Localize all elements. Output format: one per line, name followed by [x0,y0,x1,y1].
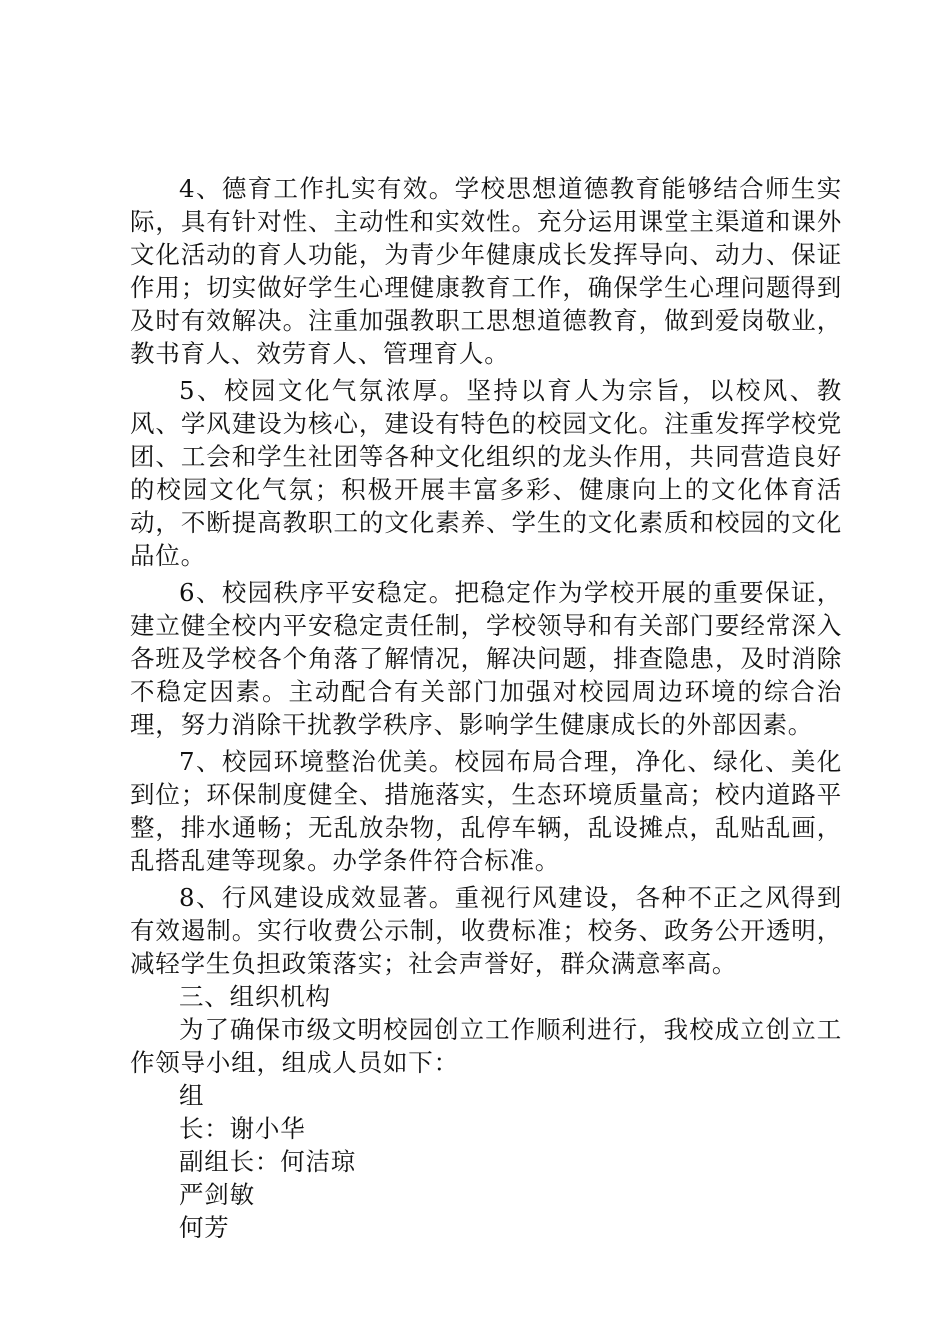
member-line-2: 长：谢小华 [179,1114,306,1143]
paragraph-moral-education: 4、德育工作扎实有效。学校思想道德教育能够结合师生实际，具有针对性、主动性和实效性。充分运用课堂主渠道和课外文化活动的育人功能，为青少年健康成长发挥导向、动力、保证作用；切实做好学生心理健康教育工作，确保学生心理问题得到及时有效解决。注重加强教职工思想道德教育，做到爱岗敬业，教书育人、效劳育人、管理育人。 [130,174,842,368]
member-line-5: 何芳 [179,1213,230,1242]
paragraph-campus-order: 6、校园秩序平安稳定。把稳定作为学校开展的重要保证，建立健全校内平安稳定责任制，学校领导和有关部门要经常深入各班及学校各个角落了解情况，解决问题，排查隐患，及时消除不稳定因素。主动配合有关部门加强对校园周边环境的综合治理，努力消除干扰教学秩序、影响学生健康成长的外部因素。 [130,578,842,739]
paragraph-campus-environment: 7、校园环境整治优美。校园布局合理，净化、绿化、美化到位；环保制度健全、措施落实，生态环境质量高；校内道路平整，排水通畅；无乱放杂物，乱停车辆，乱设摊点，乱贴乱画，乱搭乱建等现象。办学条件符合标准。 [130,747,842,875]
member-line-4: 严剑敏 [179,1180,255,1209]
member-line-3: 副组长：何洁琼 [179,1147,357,1176]
document-body [130,172,842,1244]
section-heading-organization: 三、组织机构 [179,982,331,1011]
paragraph-organization-intro: 为了确保市级文明校园创立工作顺利进行，我校成立创立工作领导小组，组成人员如下： [130,1015,842,1077]
paragraph-campus-culture: 5、校园文化气氛浓厚。坚持以育人为宗旨，以校风、教风、学风建设为核心，建设有特色的校园文化。注重发挥学校党团、工会和学生社团等各种文化组织的龙头作用，共同营造良好的校园文化气氛；积极开展丰富多彩、健康向上的文化体育活动，不断提高教职工的文化素养、学生的文化素质和校园的文化品位。 [130,376,842,570]
member-line-1: 组 [179,1081,205,1110]
paragraph-conduct: 8、行风建设成效显著。重视行风建设，各种不正之风得到有效遏制。实行收费公示制，收费标准；校务、政务公开透明，减轻学生负担政策落实；社会声誉好，群众满意率高。 [130,883,842,978]
